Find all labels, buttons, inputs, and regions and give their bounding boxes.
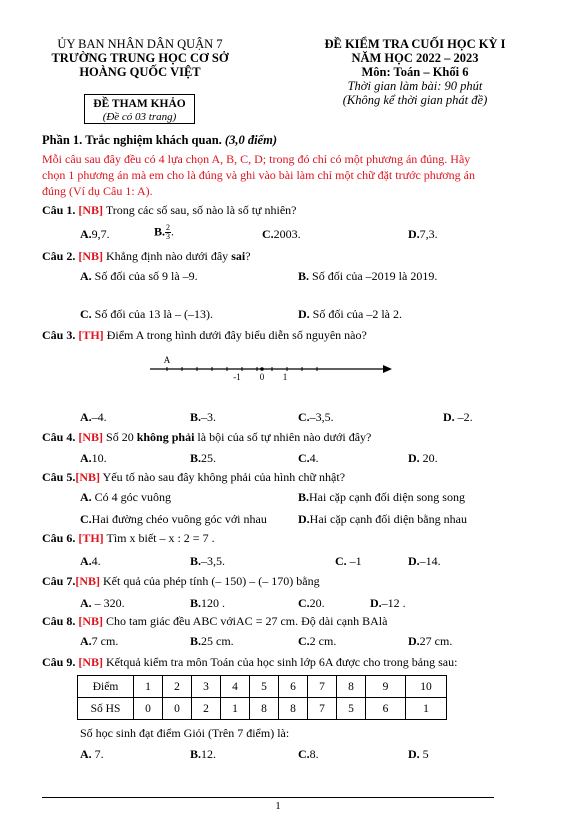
table-cell: 4 [221,676,250,698]
q8-level: [NB] [78,614,104,628]
question-2: Câu 2. [NB] Khẳng định nào dưới đây sai? [42,249,251,263]
q1-number: Câu 1. [42,203,76,217]
tick-label-zero: 0 [259,372,265,382]
q6-option-a: A.4. [80,554,101,568]
instruction-line-3: đúng (Ví dụ Câu 1: A). [42,184,153,198]
table-cell: 2 [192,698,221,720]
q2-option-a: A. Số đối của số 9 là –9. [80,269,198,283]
table-header-cell: Số HS [78,698,134,720]
q5-option-c: C.Hai đường chéo vuông góc với nhau [80,512,267,526]
table-cell: 6 [366,698,406,720]
question-9 [42,655,457,670]
footer-divider [42,797,494,798]
question-3 [42,328,367,343]
exam-title: ĐỀ KIỂM TRA CUỐI HỌC KỲ I [324,37,506,51]
exam-time: Thời gian làm bài: 90 phút [347,79,483,93]
q7-option-a: A. – 320. [80,596,125,610]
q5-option-a: A. Có 4 góc vuông [80,490,172,504]
q6-level: [TH] [78,531,104,545]
q6-option-d: D.–14. [408,554,441,568]
question-4 [42,430,371,445]
q7-option-b: B.120 . [190,596,226,610]
table-cell: 7 [308,698,337,720]
q1-fraction: $\frac{2}{3}$ [166,223,171,241]
q9-number: Câu 9. [42,655,76,669]
q8-text: Cho tam giác đều ABC vớiAC = 27 cm. Độ dài cạnh BAlà [106,614,388,628]
q8-option-c: C.2 cm. [298,634,337,648]
q1-level: [NB] [78,203,104,217]
q2-text-bold: sai [231,249,246,263]
header-committee: ỦY BAN NHÂN DÂN QUẬN 7 [57,37,223,51]
q8-option-a: A.7 cm. [80,634,119,648]
table-cell: 8 [250,698,279,720]
score-table [77,675,447,720]
header-school-name: HOÀNG QUỐC VIỆT [79,65,201,79]
q6-option-b: B.–3,5. [190,554,226,568]
q3-number: Câu 3. [42,328,76,342]
q7-level: [NB] [75,574,101,588]
table-cell: 1 [221,698,250,720]
q5-option-b: B.Hai cặp cạnh đối diện song song [298,490,465,504]
q5-level: [NB] [75,470,101,484]
instruction-line-1: Mỗi câu sau đây đều có 4 lựa chọn A, B, C, D; trong đó chỉ có một phương án đúng. Hãy [42,152,471,166]
reference-stamp [84,94,195,124]
q1-option-b: B. $\frac{2}{3}$ . [154,223,175,241]
q4-text-pre: Số 20 [106,430,134,444]
q4-option-d: D. 20. [408,451,438,465]
part1-points: (3,0 điểm) [224,133,277,147]
q2-number: Câu 2. [42,249,76,263]
q9-option-a: A. 7. [80,747,104,761]
header-left [50,37,230,79]
header-right [300,37,530,79]
q1-text: Trong các số sau, số nào là số tự nhiên? [105,203,297,217]
table-header-cell: Điểm [78,676,134,698]
q6-number: Câu 6. [42,531,76,545]
question-7 [42,574,320,589]
q3-option-c: C.–3,5. [298,410,334,424]
tick-label-minus-one: -1 [233,372,241,382]
part1-title: Phần 1. Trắc nghiệm khách quan. [42,133,222,147]
table-cell: 3 [192,676,221,698]
q7-number: Câu 7. [42,574,76,588]
question-5 [42,470,345,485]
q9-text: Kếtquả kiểm tra môn Toán của học sinh lớp 6A được cho trong bảng sau: [106,655,458,669]
table-cell: 0 [163,698,192,720]
q3-option-b: B.–3. [190,410,217,424]
table-cell: 6 [279,676,308,698]
number-line [145,352,395,386]
q1-option-d: D.7,3. [408,227,438,241]
page-number: 1 [275,800,281,812]
table-cell: 10 [406,676,447,698]
q1-option-c: C.2003. [262,227,301,241]
q2-option-b: B. Số đối của –2019 là 2019. [298,269,438,283]
subject: Môn: Toán – Khối 6 [361,65,469,79]
q1-option-a: A.9,7. [80,227,110,241]
q4-option-c: C.4. [298,451,319,465]
stamp-title: ĐỀ THAM KHẢO [93,98,186,110]
q4-number: Câu 4. [42,430,76,444]
q3-level: [TH] [78,328,104,342]
q6-text: Tìm x biết – x : 2 = 7 . [106,531,215,545]
q6-option-c: C. –1 [335,554,362,568]
q8-option-d: D.27 cm. [408,634,453,648]
q3-option-a: A.–4. [80,410,107,424]
exam-time-note: (Không kể thời gian phát đề) [342,93,488,107]
q5-text: Yếu tố nào sau đây không phải của hình chữ nhật? [102,470,346,484]
table-cell: 2 [163,676,192,698]
q8-option-b: B.25 cm. [190,634,234,648]
q9-subquestion: Số học sinh đạt điểm Giỏi (Trên 7 điểm) là: [80,726,290,740]
q2-level: [NB] [78,249,104,263]
q9-level: [NB] [78,655,104,669]
q4-level: [NB] [78,430,104,444]
question-1 [42,203,297,218]
q5-option-d: D.Hai cặp cạnh đối diện bằng nhau [298,512,467,526]
q9-option-b: B.12. [190,747,217,761]
school-year: NĂM HỌC 2022 – 2023 [351,51,479,65]
question-6 [42,531,215,546]
point-a-label: A [163,355,171,365]
q7-text: Kết quả của phép tính (– 150) – (– 170) bằng [103,574,320,588]
table-cell: 0 [134,698,163,720]
table-row [78,676,447,698]
tick-label-one: 1 [282,372,288,382]
q4-text: là bội của số tự nhiên nào dưới đây? [197,430,372,444]
table-row [78,698,447,720]
table-cell: 1 [134,676,163,698]
table-cell: 8 [337,676,366,698]
part1-heading [42,133,277,148]
stamp-pages: (Đề có 03 trang) [102,111,177,123]
q4-option-b: B.25. [190,451,217,465]
q9-option-d: D. 5 [408,747,429,761]
q7-option-d: D.–12 . [370,596,406,610]
q4-option-a: A.10. [80,451,107,465]
table-cell: 7 [308,676,337,698]
q9-option-c: C.8. [298,747,319,761]
q5-number: Câu 5. [42,470,76,484]
number-line-arrow [383,365,392,373]
q2-option-d: D. Số đối của –2 là 2. [298,307,402,321]
table-cell: 1 [406,698,447,720]
origin-point [260,367,264,371]
q2-option-c: C. Số đối của 13 là – (–13). [80,307,213,321]
q4-text-bold: không phải [136,430,195,444]
q7-option-c: C.20. [298,596,325,610]
q3-text: Điểm A trong hình dưới đây biểu diễn số nguyên nào? [106,328,367,342]
q3-option-d: D. –2. [443,410,473,424]
header-school-type: TRƯỜNG TRUNG HỌC CƠ SỞ [51,51,229,65]
question-8 [42,614,387,629]
table-cell: 5 [337,698,366,720]
instruction-line-2: chọn 1 phương án mà em cho là đúng và ghi vào bài làm chỉ một chữ đặt trước phương án [42,168,475,182]
table-cell: 5 [250,676,279,698]
table-cell: 8 [279,698,308,720]
table-cell: 9 [366,676,406,698]
q8-number: Câu 8. [42,614,76,628]
q2-text: Khẳng định nào dưới đây [106,249,229,263]
